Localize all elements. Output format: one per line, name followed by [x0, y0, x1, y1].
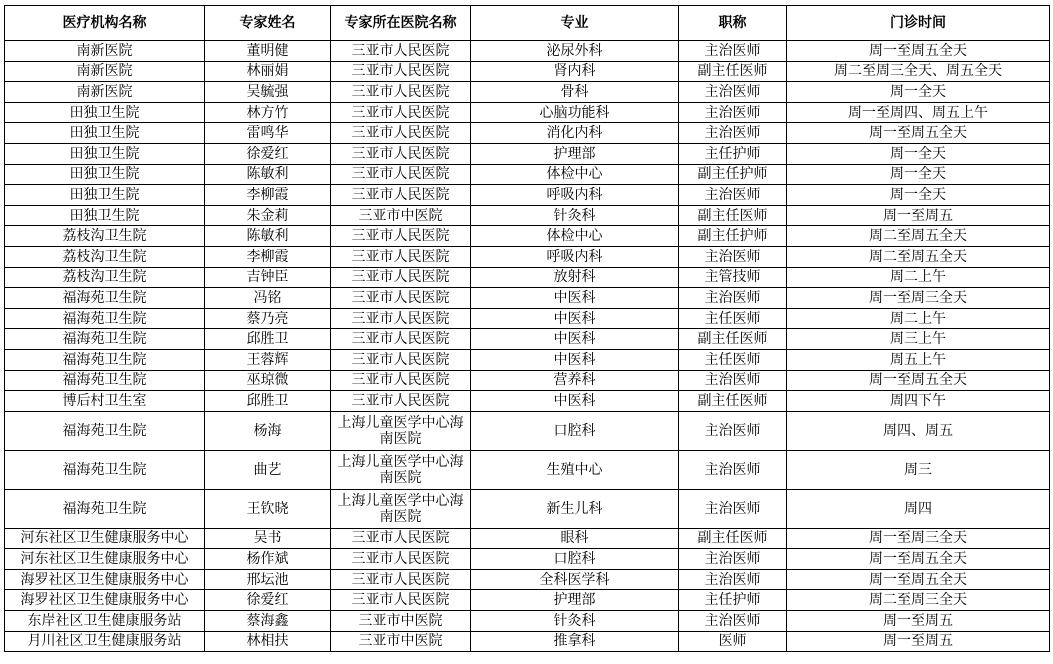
cell-expert-hospital: 三亚市中医院 [331, 205, 471, 226]
cell-clinic-hours: 周五上午 [787, 349, 1050, 370]
cell-expert-hospital: 三亚市人民医院 [331, 164, 471, 185]
table-row [5, 349, 1050, 370]
cell-clinic-hours: 周二至周五全天 [787, 226, 1050, 247]
cell-clinic-hours: 周一至周三全天 [787, 528, 1050, 549]
cell-expert-name: 林方竹 [205, 102, 331, 123]
table-row [5, 528, 1050, 549]
cell-clinic-hours: 周一至周五 [787, 205, 1050, 226]
cell-expert-name: 邱胜卫 [205, 391, 331, 412]
cell-clinic-hours: 周二至周三全天 [787, 590, 1050, 611]
cell-specialty: 呼吸内科 [471, 185, 679, 206]
cell-specialty: 中医科 [471, 391, 679, 412]
cell-expert-name: 陈敏利 [205, 164, 331, 185]
table-row [5, 631, 1050, 652]
cell-title: 主治医师 [679, 123, 787, 144]
cell-expert-hospital: 三亚市人民医院 [331, 41, 471, 62]
cell-expert-hospital: 三亚市中医院 [331, 611, 471, 632]
cell-expert-name: 杨作斌 [205, 549, 331, 570]
cell-institution: 南新医院 [5, 41, 205, 62]
cell-clinic-hours: 周二至周三全天、周五全天 [787, 61, 1050, 82]
table-row [5, 61, 1050, 82]
cell-title: 主治医师 [679, 246, 787, 267]
cell-expert-hospital: 三亚市人民医院 [331, 288, 471, 309]
table-row [5, 391, 1050, 412]
cell-specialty: 推拿科 [471, 631, 679, 652]
cell-expert-hospital: 上海儿童医学中心海南医院 [331, 450, 471, 489]
cell-title: 主任护师 [679, 143, 787, 164]
cell-institution: 福海苑卫生院 [5, 411, 205, 450]
cell-expert-hospital: 三亚市人民医院 [331, 143, 471, 164]
cell-institution: 东岸社区卫生健康服务站 [5, 611, 205, 632]
cell-specialty: 护理部 [471, 143, 679, 164]
cell-expert-name: 吴书 [205, 528, 331, 549]
cell-expert-name: 杨海 [205, 411, 331, 450]
cell-specialty: 针灸科 [471, 205, 679, 226]
cell-institution: 河东社区卫生健康服务中心 [5, 549, 205, 570]
cell-institution: 福海苑卫生院 [5, 489, 205, 528]
cell-expert-name: 雷鸣华 [205, 123, 331, 144]
table-row [5, 611, 1050, 632]
clinic-schedule-table [4, 5, 1050, 652]
cell-title: 主治医师 [679, 185, 787, 206]
cell-clinic-hours: 周一至周五全天 [787, 123, 1050, 144]
cell-expert-hospital: 三亚市人民医院 [331, 391, 471, 412]
cell-expert-hospital: 三亚市人民医院 [331, 185, 471, 206]
header-expert-hospital: 专家所在医院名称 [331, 6, 471, 41]
table-row [5, 164, 1050, 185]
cell-title: 医师 [679, 631, 787, 652]
cell-expert-name: 冯铭 [205, 288, 331, 309]
cell-institution: 月川社区卫生健康服务站 [5, 631, 205, 652]
cell-expert-hospital: 三亚市人民医院 [331, 246, 471, 267]
cell-specialty: 呼吸内科 [471, 246, 679, 267]
cell-specialty: 肾内科 [471, 61, 679, 82]
cell-institution: 荔枝沟卫生院 [5, 267, 205, 288]
cell-expert-hospital: 三亚市人民医院 [331, 123, 471, 144]
cell-title: 副主任医师 [679, 61, 787, 82]
cell-expert-hospital: 三亚市人民医院 [331, 267, 471, 288]
cell-expert-name: 李柳霞 [205, 246, 331, 267]
cell-expert-hospital: 三亚市人民医院 [331, 102, 471, 123]
table-row [5, 370, 1050, 391]
cell-specialty: 中医科 [471, 329, 679, 350]
cell-specialty: 眼科 [471, 528, 679, 549]
table-row [5, 143, 1050, 164]
cell-clinic-hours: 周一至周四、周五上午 [787, 102, 1050, 123]
table-row [5, 246, 1050, 267]
cell-clinic-hours: 周二上午 [787, 267, 1050, 288]
cell-expert-hospital: 三亚市人民医院 [331, 569, 471, 590]
table-row [5, 102, 1050, 123]
cell-institution: 福海苑卫生院 [5, 349, 205, 370]
cell-title: 主治医师 [679, 549, 787, 570]
table-row [5, 123, 1050, 144]
cell-specialty: 泌尿外科 [471, 41, 679, 62]
cell-clinic-hours: 周一全天 [787, 164, 1050, 185]
cell-clinic-hours: 周一全天 [787, 82, 1050, 103]
table-row [5, 41, 1050, 62]
cell-specialty: 体检中心 [471, 226, 679, 247]
cell-expert-name: 陈敏利 [205, 226, 331, 247]
table-row [5, 590, 1050, 611]
cell-specialty: 中医科 [471, 349, 679, 370]
cell-clinic-hours: 周一至周三全天 [787, 288, 1050, 309]
cell-specialty: 新生儿科 [471, 489, 679, 528]
cell-title: 副主任护师 [679, 164, 787, 185]
cell-expert-hospital: 三亚市中医院 [331, 631, 471, 652]
header-title: 职称 [679, 6, 787, 41]
cell-expert-name: 朱金莉 [205, 205, 331, 226]
cell-institution: 田独卫生院 [5, 164, 205, 185]
cell-expert-name: 曲艺 [205, 450, 331, 489]
header-expert-name: 专家姓名 [205, 6, 331, 41]
header-row [5, 6, 1050, 41]
cell-title: 副主任医师 [679, 205, 787, 226]
table-row [5, 549, 1050, 570]
cell-expert-hospital: 三亚市人民医院 [331, 349, 471, 370]
cell-title: 主治医师 [679, 41, 787, 62]
cell-institution: 福海苑卫生院 [5, 370, 205, 391]
table-body [5, 41, 1050, 652]
cell-expert-name: 蔡海鑫 [205, 611, 331, 632]
cell-clinic-hours: 周二至周五全天 [787, 246, 1050, 267]
cell-clinic-hours: 周一全天 [787, 143, 1050, 164]
cell-clinic-hours: 周一全天 [787, 185, 1050, 206]
cell-title: 主任医师 [679, 308, 787, 329]
cell-clinic-hours: 周一至周五全天 [787, 41, 1050, 62]
cell-expert-hospital: 三亚市人民医院 [331, 370, 471, 391]
cell-title: 主治医师 [679, 611, 787, 632]
cell-clinic-hours: 周四、周五 [787, 411, 1050, 450]
table-row [5, 569, 1050, 590]
cell-specialty: 中医科 [471, 288, 679, 309]
cell-title: 主治医师 [679, 288, 787, 309]
cell-title: 主治医师 [679, 569, 787, 590]
cell-expert-name: 徐爱红 [205, 590, 331, 611]
cell-title: 副主任护师 [679, 226, 787, 247]
cell-expert-name: 蔡乃亮 [205, 308, 331, 329]
cell-title: 主治医师 [679, 411, 787, 450]
cell-clinic-hours: 周一至周五全天 [787, 370, 1050, 391]
cell-title: 主治医师 [679, 82, 787, 103]
cell-expert-name: 邢坛池 [205, 569, 331, 590]
cell-title: 主治医师 [679, 489, 787, 528]
cell-title: 主任护师 [679, 590, 787, 611]
cell-clinic-hours: 周一至周五 [787, 611, 1050, 632]
header-specialty: 专业 [471, 6, 679, 41]
cell-expert-name: 李柳霞 [205, 185, 331, 206]
cell-institution: 田独卫生院 [5, 123, 205, 144]
cell-specialty: 护理部 [471, 590, 679, 611]
cell-institution: 荔枝沟卫生院 [5, 226, 205, 247]
table-row [5, 288, 1050, 309]
cell-clinic-hours: 周四 [787, 489, 1050, 528]
cell-institution: 海罗社区卫生健康服务中心 [5, 590, 205, 611]
cell-specialty: 口腔科 [471, 549, 679, 570]
cell-institution: 博后村卫生室 [5, 391, 205, 412]
cell-expert-hospital: 上海儿童医学中心海南医院 [331, 411, 471, 450]
cell-expert-name: 董明健 [205, 41, 331, 62]
cell-clinic-hours: 周一至周五全天 [787, 549, 1050, 570]
cell-expert-name: 林相扶 [205, 631, 331, 652]
cell-expert-hospital: 上海儿童医学中心海南医院 [331, 489, 471, 528]
cell-institution: 田独卫生院 [5, 205, 205, 226]
table-row [5, 185, 1050, 206]
cell-specialty: 消化内科 [471, 123, 679, 144]
cell-expert-name: 吴毓强 [205, 82, 331, 103]
cell-institution: 南新医院 [5, 82, 205, 103]
cell-clinic-hours: 周二上午 [787, 308, 1050, 329]
cell-expert-hospital: 三亚市人民医院 [331, 528, 471, 549]
cell-title: 副主任医师 [679, 391, 787, 412]
cell-title: 主治医师 [679, 450, 787, 489]
cell-title: 主管技师 [679, 267, 787, 288]
cell-clinic-hours: 周一至周五 [787, 631, 1050, 652]
cell-expert-name: 王蓉辉 [205, 349, 331, 370]
cell-expert-hospital: 三亚市人民医院 [331, 329, 471, 350]
cell-specialty: 口腔科 [471, 411, 679, 450]
cell-institution: 田独卫生院 [5, 102, 205, 123]
cell-institution: 海罗社区卫生健康服务中心 [5, 569, 205, 590]
cell-institution: 河东社区卫生健康服务中心 [5, 528, 205, 549]
cell-specialty: 中医科 [471, 308, 679, 329]
cell-title: 主治医师 [679, 102, 787, 123]
table-row [5, 329, 1050, 350]
cell-clinic-hours: 周四下午 [787, 391, 1050, 412]
cell-institution: 福海苑卫生院 [5, 450, 205, 489]
cell-specialty: 心脑功能科 [471, 102, 679, 123]
table-row [5, 308, 1050, 329]
table-row [5, 267, 1050, 288]
cell-institution: 南新医院 [5, 61, 205, 82]
cell-specialty: 全科医学科 [471, 569, 679, 590]
cell-specialty: 针灸科 [471, 611, 679, 632]
cell-institution: 田独卫生院 [5, 185, 205, 206]
cell-specialty: 放射科 [471, 267, 679, 288]
cell-institution: 福海苑卫生院 [5, 288, 205, 309]
cell-expert-hospital: 三亚市人民医院 [331, 308, 471, 329]
table-row [5, 205, 1050, 226]
header-clinic-hours: 门诊时间 [787, 6, 1050, 41]
header-institution: 医疗机构名称 [5, 6, 205, 41]
cell-expert-name: 邱胜卫 [205, 329, 331, 350]
cell-institution: 福海苑卫生院 [5, 329, 205, 350]
cell-specialty: 体检中心 [471, 164, 679, 185]
cell-expert-name: 巫琼微 [205, 370, 331, 391]
table-row [5, 411, 1050, 450]
cell-clinic-hours: 周三上午 [787, 329, 1050, 350]
cell-specialty: 生殖中心 [471, 450, 679, 489]
table-row [5, 489, 1050, 528]
cell-institution: 福海苑卫生院 [5, 308, 205, 329]
cell-expert-hospital: 三亚市人民医院 [331, 590, 471, 611]
cell-expert-name: 吉钟臣 [205, 267, 331, 288]
table-row [5, 82, 1050, 103]
cell-expert-hospital: 三亚市人民医院 [331, 82, 471, 103]
cell-expert-name: 王钦晓 [205, 489, 331, 528]
cell-specialty: 营养科 [471, 370, 679, 391]
cell-expert-hospital: 三亚市人民医院 [331, 549, 471, 570]
cell-expert-name: 林丽娟 [205, 61, 331, 82]
cell-expert-name: 徐爱红 [205, 143, 331, 164]
cell-title: 副主任医师 [679, 329, 787, 350]
cell-expert-hospital: 三亚市人民医院 [331, 61, 471, 82]
cell-title: 主治医师 [679, 370, 787, 391]
cell-expert-hospital: 三亚市人民医院 [331, 226, 471, 247]
cell-institution: 荔枝沟卫生院 [5, 246, 205, 267]
cell-institution: 田独卫生院 [5, 143, 205, 164]
cell-clinic-hours: 周三 [787, 450, 1050, 489]
cell-title: 副主任医师 [679, 528, 787, 549]
cell-specialty: 骨科 [471, 82, 679, 103]
table-row [5, 226, 1050, 247]
cell-title: 主任医师 [679, 349, 787, 370]
table-row [5, 450, 1050, 489]
cell-clinic-hours: 周一至周五全天 [787, 569, 1050, 590]
